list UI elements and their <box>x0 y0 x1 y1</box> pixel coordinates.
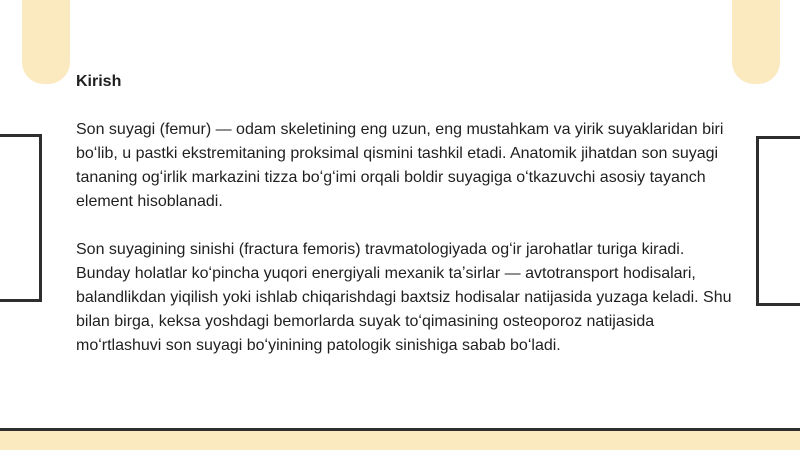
decorative-bottom-band <box>0 428 800 450</box>
decorative-top-right-tab <box>732 0 780 84</box>
decorative-top-left-tab <box>22 0 70 84</box>
decorative-left-bracket <box>0 134 42 302</box>
decorative-right-bracket <box>756 136 800 306</box>
paragraph-fracture: Son suyagining sinishi (fractura femoris) travmatologiyada ogʻir jarohatlar turiga kiradi. Bunday holatlar koʻpincha yuqori energiyali mexanik taʼsirlar — avtotransport hodisalari, balandlikdan yiqilish yoki ishlab chiqarishdagi baxtsiz hodisalar natijasida yuzaga keladi. Shu bilan birga, keksa yoshdagi bemorlarda suyak toʻqimasining osteoporoz natijasida moʻrtlashuvi son suyagi boʻyinining patologik sinishiga sabab boʻladi. <box>76 241 732 354</box>
section-heading: Kirish <box>76 73 122 90</box>
slide-content <box>76 70 736 382</box>
paragraph-intro: Son suyagi (femur) — odam skeletining eng uzun, eng mustahkam va yirik suyaklaridan biri boʻlib, u pastki ekstremitaning proksimal qismini tashkil etadi. Anatomik jihatdan son suyagi tananing ogʻirlik markazini tizza boʻgʻimi orqali boldir suyagiga oʻtkazuvchi asosiy tayanch element hisoblanadi. <box>76 121 724 210</box>
